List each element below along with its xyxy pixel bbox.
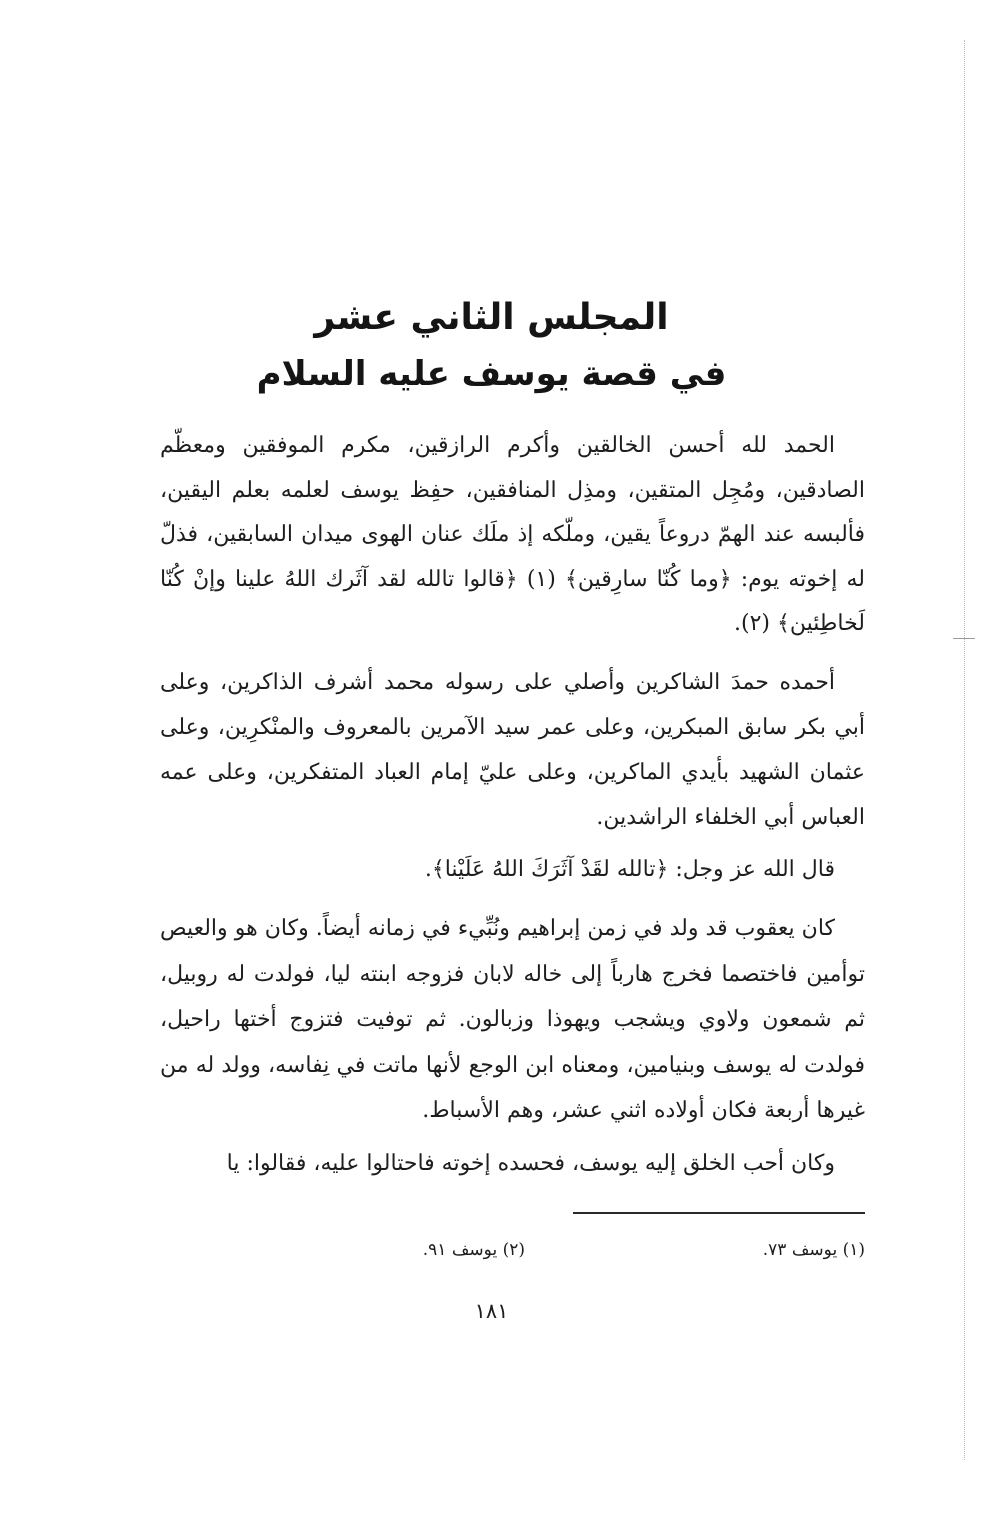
page-number: ١٨١ (474, 1299, 509, 1323)
paragraph-opening-praise: الحمد لله أحسن الخالقين وأكرم الرازقين، مكرم الموفقين ومعظّم الصادقين، ومُجِل المتقين، ومذِل المنافقين، حفِظ يوسف لعلمه بعلم اليقين، فألبسه عند الهمّ دروعاً يقين، وملّكه إذ ملَك عنان الهوى ميدان السابقين، فذلّ له إخوته يوم: ﴿وما كُنّا سارِقين﴾ (١) ﴿قالوا تالله لقد آثَرك اللهُ علينا وإنْ كُنّا لَخاطِئين﴾ (٢). (160, 433, 865, 636)
paragraph-salutation: أحمده حمدَ الشاكرين وأصلي على رسوله محمد أشرف الذاكرين، وعلى أبي بكر سابق المبكرين، وعلى عمر سيد الآمرين بالمعروف والمنْكرِين، وعلى عثمان الشهيد بأيدي الماكرين، وعلى عليّ إمام العباد المتفكرين، وعلى عمه العباس أبي الخلفاء الراشدين. (160, 670, 865, 830)
paragraph-story-yusuf: وكان أحب الخلق إليه يوسف، فحسده إخوته فاحتالوا عليه، فقالوا: يا (226, 1151, 835, 1176)
page-edge-line (964, 40, 965, 1460)
chapter-subtitle: في قصة يوسف عليه السلام (256, 354, 727, 394)
page-edge-tick (953, 638, 975, 639)
paragraph-quran-verse: قال الله عز وجل: ﴿تالله لقَدْ آثَرَكَ اللهُ عَلَيْنا﴾. (424, 857, 835, 882)
footnote-separator (573, 1212, 865, 1214)
footnote-2: (٢) يوسف ٩١. (422, 1240, 525, 1260)
paragraph-story-yaqub: كان يعقوب قد ولد في زمن إبراهيم ونُبِّيء في زمانه أيضاً. وكان هو والعيص توأمين فاختصما فخرج هارباً إلى خاله لابان فزوجه ابنته ليا، فولدت له روبيل، ثم شمعون ولاوي ويشجب ويهوذا وزبالون. ثم توفيت فتزوج أختها راحيل، فولدت له يوسف وبنيامين، ومعناه ابن الوجع لأنها ماتت في نِفاسه، وولد له من غيرها أربعة فكان أولاده اثني عشر، وهم الأسباط. (160, 916, 865, 1123)
footnote-1: (١) يوسف ٧٣. (762, 1240, 865, 1260)
chapter-title: المجلس الثاني عشر (314, 297, 669, 338)
